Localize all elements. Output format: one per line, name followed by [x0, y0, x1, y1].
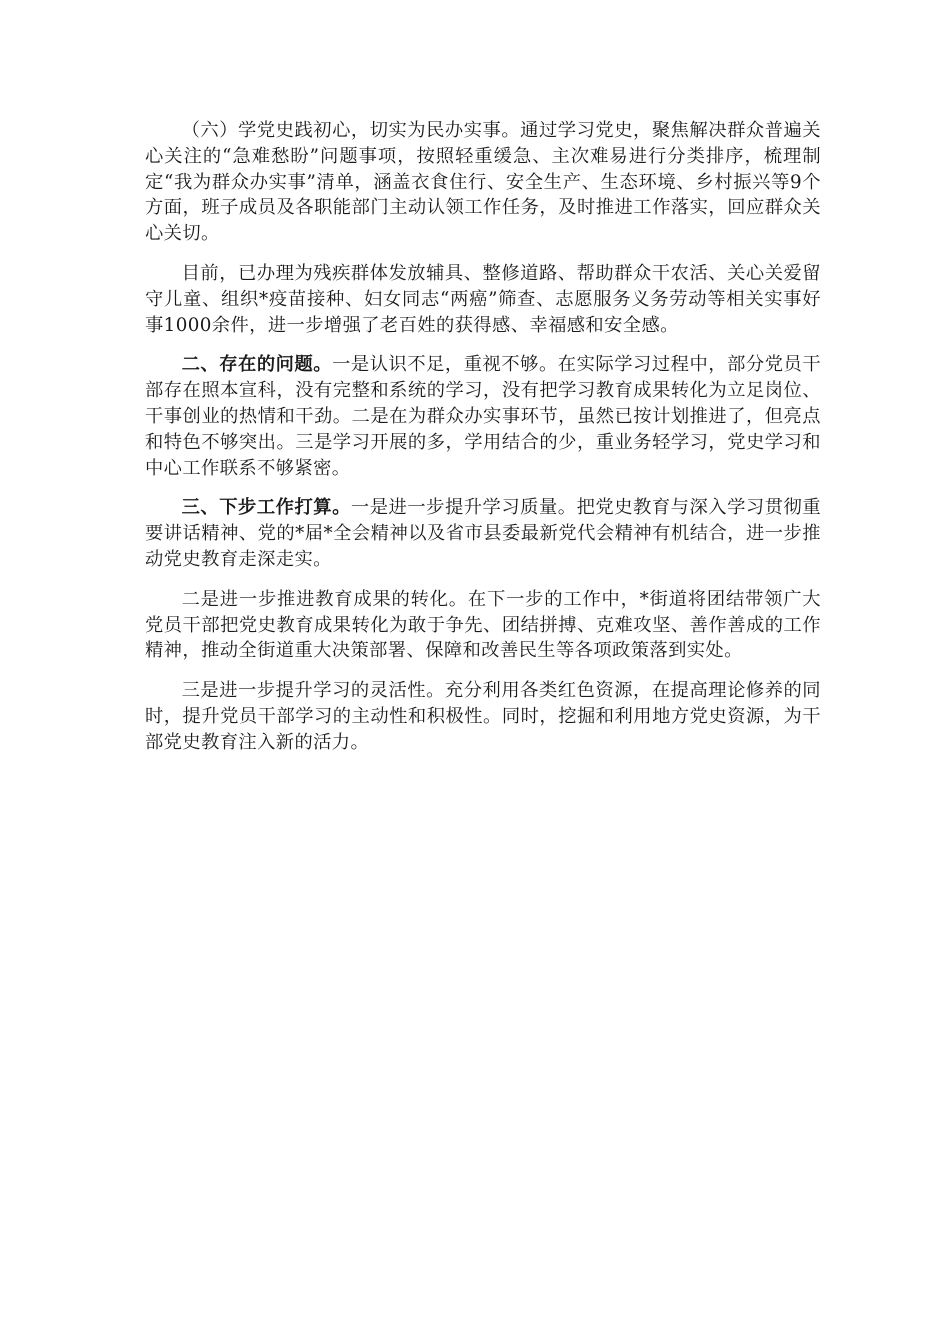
paragraph-outcome-transformation: [145, 587, 821, 664]
section-heading: 二、存在的问题。: [181, 354, 333, 376]
section-heading: 三、下步工作打算。: [181, 497, 351, 519]
paragraph-text: 一是认识不足，重视不够。在实际学习过程中，部分党员干部存在照本宣科，没有完整和系统的学习，没有把学习教育成果转化为立足岗位、干事创业的热情和干劲。二是在为群众办实事环节，虽然已按计划推进了，但亮点和特色不够突出。三是学习开展的多，学用结合的少，重业务轻学习，党史学习和中心工作联系不够紧密。: [145, 354, 821, 479]
paragraph-existing-problems: [145, 352, 821, 481]
paragraph-next-steps: [145, 495, 821, 572]
paragraph-current-progress: [145, 261, 821, 338]
paragraph-text: 目前，已办理为残疾群体发放辅具、整修道路、帮助群众干农活、关心关爱留守儿童、组织*疫苗接种、妇女同志“两癌”筛查、志愿服务义务劳动等相关实事好事1000余件，进一步增强了老百姓的获得感、幸福感和安全感。: [145, 262, 821, 336]
document-page: [145, 118, 821, 770]
paragraph-learning-flexibility: [145, 678, 821, 755]
paragraph-text: 一是进一步提升学习质量。把党史教育与深入学习贯彻重要讲话精神、党的*届*全会精神以及省市县委最新党代会精神有机结合，进一步推动党史教育走深走实。: [145, 497, 822, 570]
paragraph-text: 三是进一步提升学习的灵活性。充分利用各类红色资源，在提高理论修养的同时，提升党员干部学习的主动性和积极性。同时，挖掘和利用地方党史资源，为干部党史教育注入新的活力。: [145, 680, 821, 753]
paragraph-text: （六）学党史践初心，切实为民办实事。通过学习党史，聚焦解决群众普遍关心关注的“急难愁盼”问题事项，按照轻重缓急、主次难易进行分类排序，梳理制定“我为群众办实事”清单，涵盖衣食住行、安全生产、生态环境、乡村振兴等9个方面，班子成员及各职能部门主动认领工作任务，及时推进工作落实，回应群众关心关切。: [145, 120, 821, 245]
paragraph-text: 二是进一步推进教育成果的转化。在下一步的工作中，*街道将团结带领广大党员干部把党史教育成果转化为敢于争先、团结拼搏、克难攻坚、善作善成的工作精神，推动全街道重大决策部署、保障和改善民生等各项政策落到实处。: [145, 588, 821, 662]
paragraph-practice-for-people: [145, 118, 821, 247]
